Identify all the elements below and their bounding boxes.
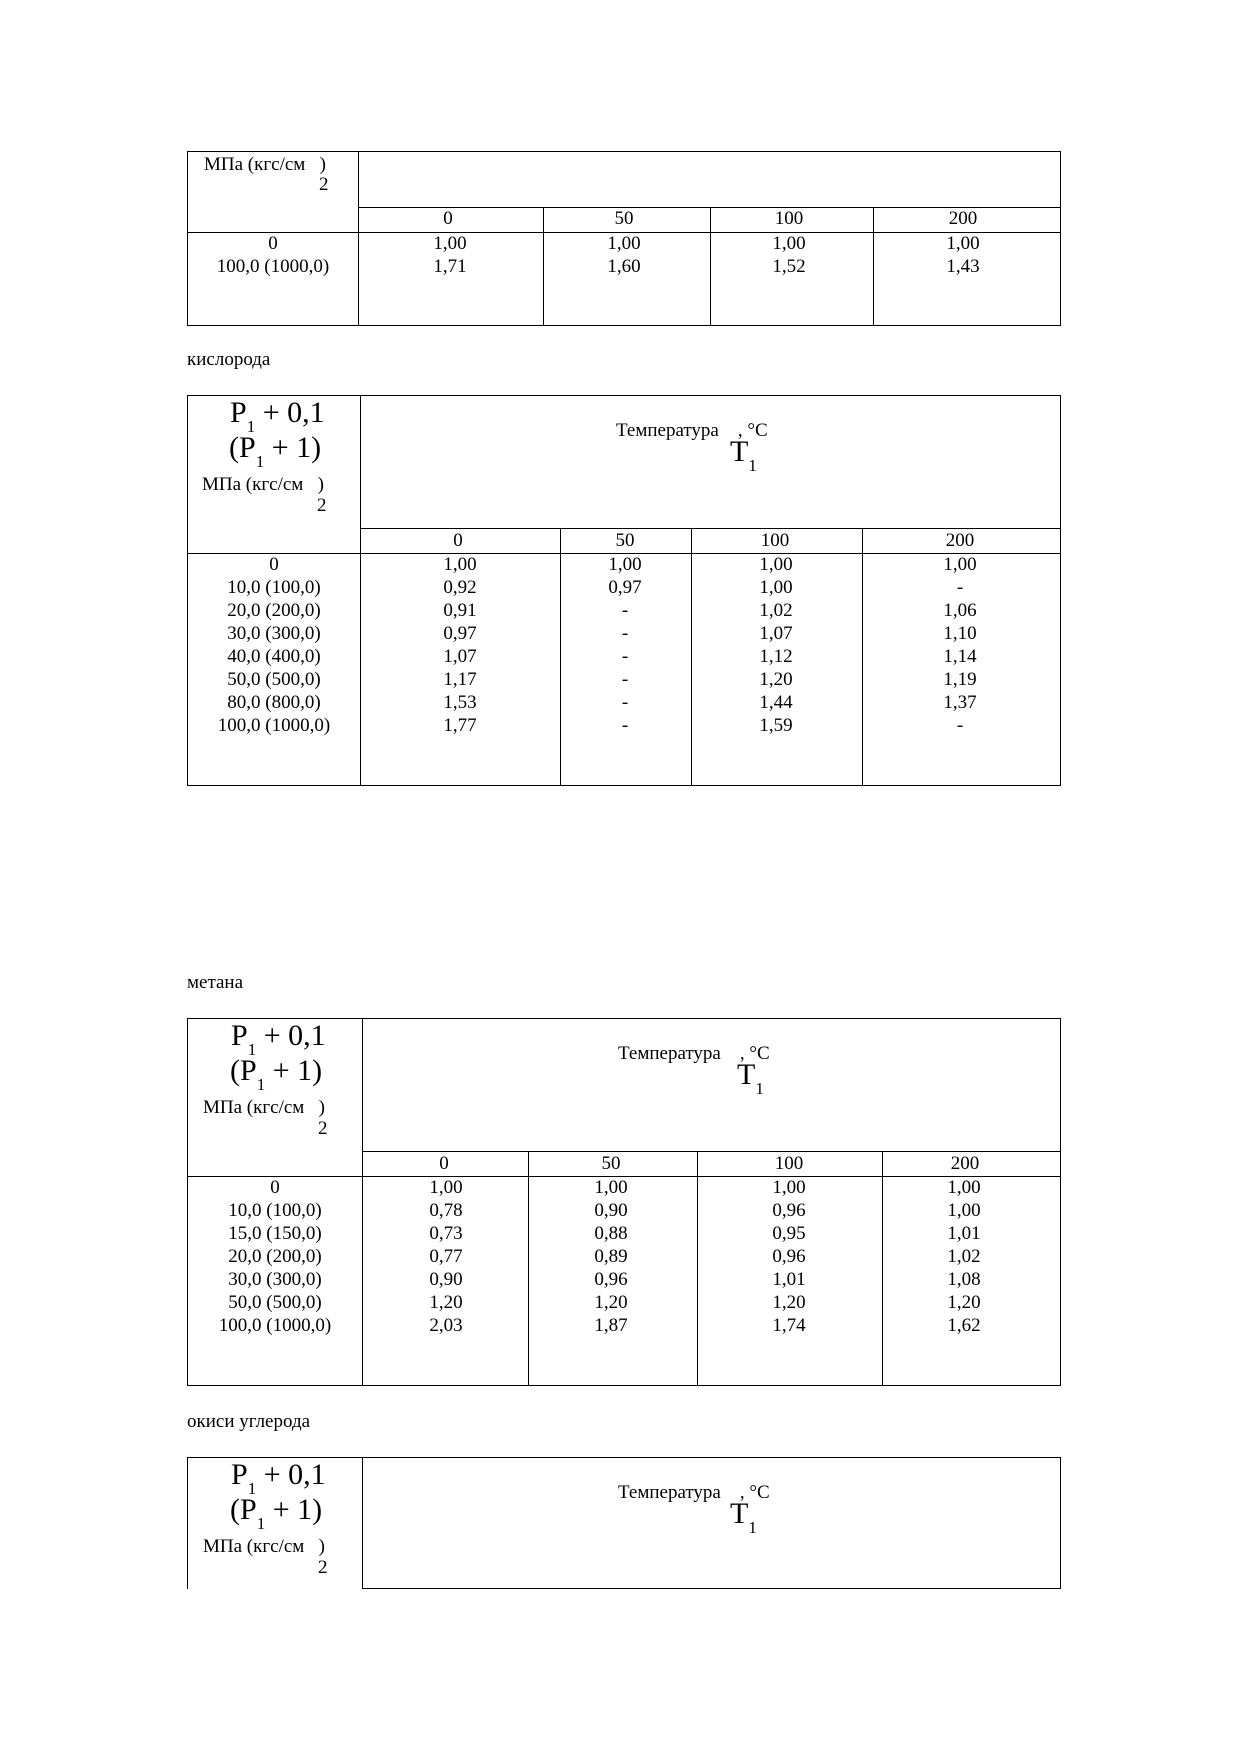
col-divider: [697, 1151, 698, 1385]
table-4: [187, 1457, 1061, 1589]
temp-header: 200: [950, 1153, 980, 1174]
table-cell: 0,96: [594, 1269, 628, 1290]
table-cell: 100,0 (1000,0): [217, 715, 331, 736]
table-cell: 0,96: [772, 1246, 806, 1267]
temperature-symbol: $T_1$: [730, 1497, 757, 1537]
table-cell: 1,77: [443, 715, 477, 736]
column-values: [759, 553, 792, 737]
unit-exponent: 2: [318, 1118, 328, 1139]
temp-header: 0: [453, 530, 463, 551]
header-divider: [360, 528, 1060, 529]
column-values: [607, 232, 640, 278]
unit-label: МПа (кгс/см ): [202, 474, 324, 495]
section-label: окиси углерода: [187, 1411, 311, 1432]
table-cell: 1,00: [759, 577, 793, 598]
table-cell: 1,07: [443, 646, 477, 667]
table-cell: 1,62: [947, 1315, 981, 1336]
table-cell: -: [621, 692, 629, 713]
table-cell: 0,90: [594, 1200, 628, 1221]
table-cell: 1,00: [772, 233, 806, 254]
table-cell: 1,20: [429, 1292, 463, 1313]
table-cell: 15,0 (150,0): [228, 1223, 322, 1244]
col-divider: [560, 528, 561, 785]
table-cell: -: [621, 715, 629, 736]
table-cell: 1,00: [607, 233, 641, 254]
table-cell: 1,01: [772, 1269, 806, 1290]
table-cell: -: [956, 715, 964, 736]
table-cell: 1,43: [946, 256, 980, 277]
column-values: [608, 553, 641, 737]
column-values: [443, 553, 476, 737]
table-cell: 1,06: [943, 600, 977, 621]
formula-numerator: $P_1 + 0,1$: [230, 396, 325, 436]
table-cell: 1,44: [759, 692, 793, 713]
column-values: [943, 553, 976, 737]
table-cell: 0,96: [772, 1200, 806, 1221]
header-divider: [362, 1151, 1060, 1152]
column-values: [772, 1176, 805, 1337]
col-divider: [882, 1151, 883, 1385]
column-values: [429, 1176, 462, 1337]
table-cell: 1,02: [947, 1246, 981, 1267]
table-cell: 1,20: [759, 669, 793, 690]
table-cell: 1,71: [433, 256, 467, 277]
table-cell: 1,00: [772, 1177, 806, 1198]
section-label: метана: [187, 972, 244, 993]
table-cell: 1,17: [443, 669, 477, 690]
column-values: [946, 232, 979, 278]
temp-header: 100: [774, 1153, 804, 1174]
table-cell: 20,0 (200,0): [228, 1246, 322, 1267]
formula-numerator: $P_1 + 0,1$: [231, 1458, 326, 1498]
table-cell: 1,01: [947, 1223, 981, 1244]
header-divider: [362, 1588, 1060, 1589]
temperature-symbol: $T_1$: [730, 435, 757, 475]
table-cell: 0,95: [772, 1223, 806, 1244]
unit-label: МПа (кгс/см ): [203, 1097, 325, 1118]
table-cell: 0: [269, 554, 279, 575]
table-cell: 1,00: [947, 1200, 981, 1221]
table-cell: 1,00: [759, 554, 793, 575]
formula-denominator: $(P_1 + 1)$: [229, 431, 322, 471]
table-cell: 10,0 (100,0): [228, 1200, 322, 1221]
pressure-values: [217, 232, 329, 278]
formula-denominator: $(P_1 + 1)$: [230, 1493, 323, 1533]
pressure-values: [218, 553, 330, 737]
table-cell: 100,0 (1000,0): [216, 256, 330, 277]
table-cell: 1,00: [946, 233, 980, 254]
table-cell: 1,37: [943, 692, 977, 713]
unit-exponent: 2: [318, 1557, 328, 1578]
col-divider: [543, 207, 544, 325]
column-values: [433, 232, 466, 278]
table-cell: 2,03: [429, 1315, 463, 1336]
table-cell: 10,0 (100,0): [227, 577, 321, 598]
table-cell: 1,59: [759, 715, 793, 736]
table-cell: -: [956, 577, 964, 598]
table-cell: 1,14: [943, 646, 977, 667]
temp-header: 50: [615, 530, 635, 551]
table-cell: 100,0 (1000,0): [218, 1315, 332, 1336]
table-cell: 1,52: [772, 256, 806, 277]
table-cell: 1,00: [947, 1177, 981, 1198]
temp-header: 200: [948, 208, 978, 229]
table-cell: 1,87: [594, 1315, 628, 1336]
temp-header: 50: [614, 208, 634, 229]
table-cell: 1,12: [759, 646, 793, 667]
table-cell: 0,88: [594, 1223, 628, 1244]
col-divider: [691, 528, 692, 785]
table-cell: -: [621, 669, 629, 690]
table-cell: 80,0 (800,0): [227, 692, 321, 713]
unit-label: МПа (кгс/см ): [203, 1536, 325, 1557]
table-cell: 1,20: [594, 1292, 628, 1313]
temp-header: 200: [945, 530, 975, 551]
table-cell: 1,00: [433, 233, 467, 254]
temp-header: 50: [601, 1153, 621, 1174]
table-cell: 0,92: [443, 577, 477, 598]
unit-label: МПа (кгс/см ): [204, 154, 326, 175]
table-cell: 0,78: [429, 1200, 463, 1221]
table-cell: 30,0 (300,0): [228, 1269, 322, 1290]
column-values: [772, 232, 805, 278]
table-cell: 1,08: [947, 1269, 981, 1290]
pressure-values: [219, 1176, 331, 1337]
table-cell: 0,77: [429, 1246, 463, 1267]
table-cell: -: [621, 646, 629, 667]
table-cell: 40,0 (400,0): [227, 646, 321, 667]
temp-header: 100: [774, 208, 804, 229]
column-values: [594, 1176, 627, 1337]
table-cell: -: [621, 623, 629, 644]
table-cell: 20,0 (200,0): [227, 600, 321, 621]
table-cell: 1,00: [608, 554, 642, 575]
temperature-label: Температура , °C: [616, 420, 768, 441]
table-cell: 1,20: [772, 1292, 806, 1313]
formula-denominator: $(P_1 + 1)$: [230, 1054, 323, 1094]
table-cell: 1,20: [947, 1292, 981, 1313]
temperature-symbol: $T_1$: [737, 1058, 764, 1098]
table-cell: 1,19: [943, 669, 977, 690]
table-cell: 1,10: [943, 623, 977, 644]
column-values: [947, 1176, 980, 1337]
table-cell: 30,0 (300,0): [227, 623, 321, 644]
formula-numerator: $P_1 + 0,1$: [231, 1019, 326, 1059]
temp-header: 0: [439, 1153, 449, 1174]
temperature-label: Температура , °C: [618, 1482, 770, 1503]
table-3: [187, 1018, 1061, 1386]
table-cell: -: [621, 600, 629, 621]
table-cell: 1,00: [443, 554, 477, 575]
table-cell: 1,02: [759, 600, 793, 621]
col-divider: [873, 207, 874, 325]
table-cell: 1,00: [943, 554, 977, 575]
unit-exponent: 2: [317, 495, 327, 516]
col-divider: [862, 528, 863, 785]
table-cell: 0,91: [443, 600, 477, 621]
table-2: [187, 395, 1061, 786]
col-divider: [710, 207, 711, 325]
table-1: [187, 151, 1061, 326]
col-divider: [528, 1151, 529, 1385]
table-cell: 0,90: [429, 1269, 463, 1290]
table-cell: 1,74: [772, 1315, 806, 1336]
table-cell: 0: [270, 1177, 280, 1198]
temperature-label: Температура , °C: [618, 1043, 770, 1064]
table-cell: 1,00: [594, 1177, 628, 1198]
temp-header: 100: [760, 530, 790, 551]
table-cell: 1,60: [607, 256, 641, 277]
temp-header: 0: [443, 208, 453, 229]
table-cell: 50,0 (500,0): [227, 669, 321, 690]
table-cell: 1,53: [443, 692, 477, 713]
section-label: кислорода: [187, 349, 271, 370]
table-cell: 0,97: [443, 623, 477, 644]
table-cell: 0,97: [608, 577, 642, 598]
unit-exponent: 2: [319, 174, 329, 195]
table-cell: 1,00: [429, 1177, 463, 1198]
table-cell: 0,89: [594, 1246, 628, 1267]
table-cell: 0: [268, 233, 278, 254]
table-cell: 50,0 (500,0): [228, 1292, 322, 1313]
table-cell: 1,07: [759, 623, 793, 644]
table-cell: 0,73: [429, 1223, 463, 1244]
